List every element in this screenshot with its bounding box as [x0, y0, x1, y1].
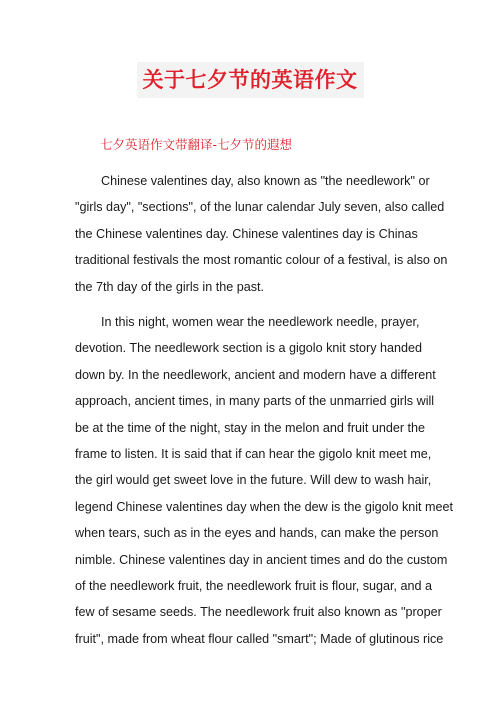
document-title: 关于七夕节的英语作文: [137, 62, 364, 98]
paragraph-line: Chinese valentines day, also known as "the needlework" or: [101, 174, 430, 188]
paragraph-line: frame to listen. It is said that if can hear the gigolo knit meet me,: [75, 446, 432, 461]
paragraph-line: nimble. Chinese valentines day in ancient times and do the custom: [75, 552, 448, 567]
paragraph-2: [75, 309, 454, 652]
paragraph-line: legend Chinese valentines day when the dew is the gigolo knit meet: [75, 499, 454, 514]
paragraph-line: fruit", made from wheat flour called "smart"; Made of glutinous rice: [75, 631, 444, 646]
paragraph-line: when tears, such as in the eyes and hands, can make the person: [75, 526, 439, 541]
paragraph-line: the girl would get sweet love in the future. Will dew to wash hair,: [75, 473, 432, 488]
paragraph-line: be at the time of the night, stay in the melon and fruit under the: [75, 420, 426, 435]
paragraph-line: the 7th day of the girls in the past.: [75, 279, 265, 294]
paragraph-line: few of sesame seeds. The needlework fruit also known as "proper: [75, 605, 442, 620]
paragraph-line: approach, ancient times, in many parts of the unmarried girls will: [75, 394, 435, 409]
paragraph-line: the Chinese valentines day. Chinese valentines day is Chinas: [75, 226, 418, 241]
paragraph-line: down by. In the needlework, ancient and modern have a different: [75, 367, 436, 382]
paragraph-line: "girls day", "sections", of the lunar calendar July seven, also called: [75, 200, 445, 215]
paragraph-line: In this night, women wear the needlework needle, prayer,: [101, 315, 420, 329]
paragraph-line: devotion. The needlework section is a gigolo knit story handed: [75, 341, 423, 356]
document-subtitle: 七夕英语作文带翻译-七夕节的遐想: [100, 137, 293, 152]
paragraph-1: [75, 168, 448, 300]
title-container: [0, 62, 500, 98]
paragraph-line: of the needlework fruit, the needlework fruit is flour, sugar, and a: [75, 578, 433, 593]
paragraph-line: traditional festivals the most romantic colour of a festival, is also on: [75, 253, 448, 268]
